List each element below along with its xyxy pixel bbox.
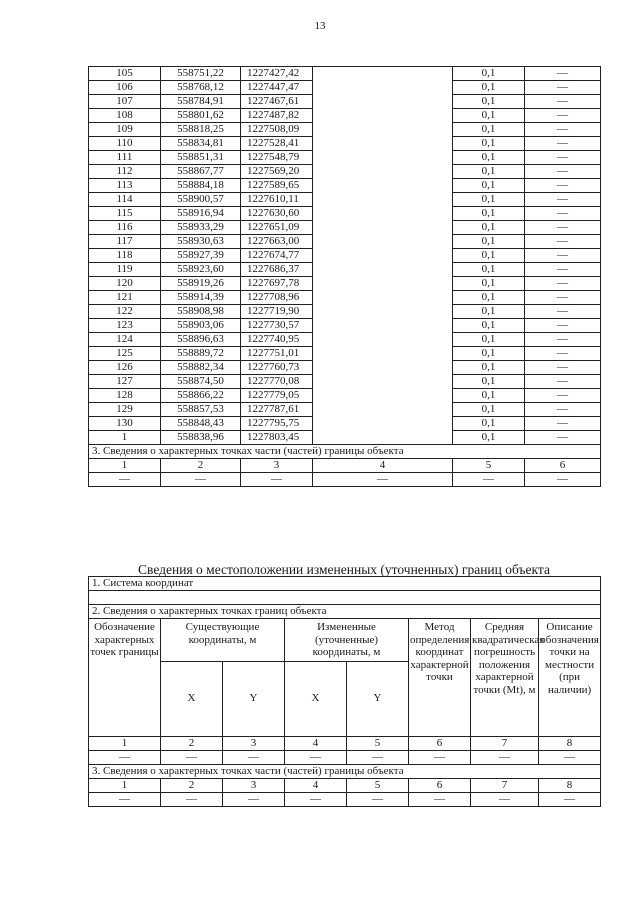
x-coordinate-cell: 558751,22 [161, 67, 241, 81]
x-coordinate-cell: 558884,18 [161, 179, 241, 193]
point-number-cell: 105 [89, 67, 161, 81]
accuracy-cell: 0,1 [453, 403, 525, 417]
table-row [89, 249, 601, 263]
description-cell: — [525, 81, 601, 95]
section2-title-row [89, 605, 601, 619]
dash-cell: — [453, 473, 525, 487]
header-designation: Обозначение характерных точек границы [89, 619, 161, 737]
x-coordinate-cell: 558838,96 [161, 431, 241, 445]
x-coordinate-cell: 558851,31 [161, 151, 241, 165]
column-number-cell: 4 [285, 736, 347, 750]
x-coordinate-cell: 558818,25 [161, 123, 241, 137]
description-cell: — [525, 235, 601, 249]
description-cell: — [525, 431, 601, 445]
dash-cell: — [539, 792, 601, 806]
x-coordinate-cell: 558914,39 [161, 291, 241, 305]
point-number-cell: 111 [89, 151, 161, 165]
header-row [89, 619, 601, 662]
column-number-cell: 6 [409, 778, 471, 792]
section3-numbers-row [89, 778, 601, 792]
table-row [89, 235, 601, 249]
column-number-cell: 4 [313, 459, 453, 473]
y-coordinate-cell: 1227779,05 [241, 389, 313, 403]
column-number-cell: 2 [161, 736, 223, 750]
header-changed: Измененные (уточненные) координаты, м [285, 619, 409, 662]
accuracy-cell: 0,1 [453, 333, 525, 347]
x-coordinate-cell: 558927,39 [161, 249, 241, 263]
x-coordinate-cell: 558834,81 [161, 137, 241, 151]
empty-cell [313, 431, 453, 445]
column-number-cell: 6 [409, 736, 471, 750]
accuracy-cell: 0,1 [453, 95, 525, 109]
point-number-cell: 120 [89, 277, 161, 291]
empty-cell [313, 67, 453, 81]
table-row [89, 151, 601, 165]
column-number-cell: 1 [89, 778, 161, 792]
empty-cell [313, 403, 453, 417]
point-number-cell: 113 [89, 179, 161, 193]
point-number-cell: 112 [89, 165, 161, 179]
empty-cell [313, 235, 453, 249]
empty-cell [313, 95, 453, 109]
y-coordinate-cell: 1227508,09 [241, 123, 313, 137]
section3-numbers-row [89, 459, 601, 473]
accuracy-cell: 0,1 [453, 193, 525, 207]
dash-cell: — [539, 750, 601, 764]
header-accuracy: Средняя квадратическая погрешность положения характерной точки (Mt), м [471, 619, 539, 737]
table-row [89, 347, 601, 361]
empty-cell [313, 389, 453, 403]
y-coordinate-cell: 1227708,96 [241, 291, 313, 305]
point-number-cell: 127 [89, 375, 161, 389]
dash-cell: — [161, 473, 241, 487]
section3-dash-row [89, 792, 601, 806]
point-number-cell: 107 [89, 95, 161, 109]
section3-title: 3. Сведения о характерных точках части (частей) границы объекта [89, 764, 601, 778]
empty-cell [313, 221, 453, 235]
y-coordinate-cell: 1227719,90 [241, 305, 313, 319]
description-cell: — [525, 375, 601, 389]
y-coordinate-cell: 1227651,09 [241, 221, 313, 235]
x-coordinate-cell: 558933,29 [161, 221, 241, 235]
dash-cell: — [525, 473, 601, 487]
description-cell: — [525, 109, 601, 123]
point-number-cell: 126 [89, 361, 161, 375]
dash-cell: — [471, 792, 539, 806]
empty-cell [313, 347, 453, 361]
dash-cell: — [161, 792, 223, 806]
empty-cell [313, 137, 453, 151]
point-number-cell: 1 [89, 431, 161, 445]
point-number-cell: 116 [89, 221, 161, 235]
description-cell: — [525, 389, 601, 403]
accuracy-cell: 0,1 [453, 291, 525, 305]
column-number-cell: 5 [347, 778, 409, 792]
accuracy-cell: 0,1 [453, 151, 525, 165]
coordinates-table [88, 66, 601, 487]
accuracy-cell: 0,1 [453, 207, 525, 221]
dash-cell: — [409, 750, 471, 764]
accuracy-cell: 0,1 [453, 249, 525, 263]
description-cell: — [525, 207, 601, 221]
y-coordinate-cell: 1227610,11 [241, 193, 313, 207]
table-row [89, 375, 601, 389]
header-method: Метод определения координат характерной точки [409, 619, 471, 737]
empty-cell [313, 319, 453, 333]
header-existing-y: Y [223, 661, 285, 736]
description-cell: — [525, 249, 601, 263]
table-row [89, 263, 601, 277]
y-coordinate-cell: 1227467,61 [241, 95, 313, 109]
y-coordinate-cell: 1227686,37 [241, 263, 313, 277]
dash-row [89, 750, 601, 764]
accuracy-cell: 0,1 [453, 417, 525, 431]
x-coordinate-cell: 558848,43 [161, 417, 241, 431]
accuracy-cell: 0,1 [453, 81, 525, 95]
accuracy-cell: 0,1 [453, 123, 525, 137]
section-title: Сведения о местоположении измененных (уточненных) границ объекта [138, 562, 550, 577]
y-coordinate-cell: 1227487,82 [241, 109, 313, 123]
header-changed-x: X [285, 661, 347, 736]
accuracy-cell: 0,1 [453, 137, 525, 151]
accuracy-cell: 0,1 [453, 305, 525, 319]
description-cell: — [525, 123, 601, 137]
x-coordinate-cell: 558896,63 [161, 333, 241, 347]
table-row [89, 305, 601, 319]
accuracy-cell: 0,1 [453, 347, 525, 361]
description-cell: — [525, 277, 601, 291]
accuracy-cell: 0,1 [453, 361, 525, 375]
empty-cell [313, 417, 453, 431]
x-coordinate-cell: 558857,53 [161, 403, 241, 417]
page-number: 13 [314, 20, 326, 32]
y-coordinate-cell: 1227760,73 [241, 361, 313, 375]
x-coordinate-cell: 558866,22 [161, 389, 241, 403]
y-coordinate-cell: 1227528,41 [241, 137, 313, 151]
dash-cell: — [285, 750, 347, 764]
column-number-cell: 4 [285, 778, 347, 792]
header-description: Описание обозначения точки на местности (при наличии) [539, 619, 601, 737]
description-cell: — [525, 165, 601, 179]
description-cell: — [525, 137, 601, 151]
empty-cell [313, 81, 453, 95]
empty-cell [313, 305, 453, 319]
dash-cell: — [241, 473, 313, 487]
y-coordinate-cell: 1227787,61 [241, 403, 313, 417]
point-number-cell: 124 [89, 333, 161, 347]
description-cell: — [525, 361, 601, 375]
y-coordinate-cell: 1227427,42 [241, 67, 313, 81]
dash-cell: — [347, 792, 409, 806]
point-number-cell: 122 [89, 305, 161, 319]
table-row [89, 277, 601, 291]
x-coordinate-cell: 558908,98 [161, 305, 241, 319]
accuracy-cell: 0,1 [453, 263, 525, 277]
point-number-cell: 108 [89, 109, 161, 123]
table-row [89, 179, 601, 193]
point-number-cell: 121 [89, 291, 161, 305]
column-number-cell: 3 [241, 459, 313, 473]
empty-cell [313, 207, 453, 221]
point-number-cell: 117 [89, 235, 161, 249]
column-number-cell: 8 [539, 736, 601, 750]
y-coordinate-cell: 1227663,00 [241, 235, 313, 249]
table-row [89, 333, 601, 347]
accuracy-cell: 0,1 [453, 165, 525, 179]
column-number-cell: 6 [525, 459, 601, 473]
y-coordinate-cell: 1227740,95 [241, 333, 313, 347]
accuracy-cell: 0,1 [453, 431, 525, 445]
column-number-cell: 7 [471, 778, 539, 792]
description-cell: — [525, 403, 601, 417]
point-number-cell: 110 [89, 137, 161, 151]
point-number-cell: 130 [89, 417, 161, 431]
y-coordinate-cell: 1227447,47 [241, 81, 313, 95]
x-coordinate-cell: 558882,34 [161, 361, 241, 375]
empty-cell [313, 151, 453, 165]
table-row [89, 123, 601, 137]
dash-cell: — [89, 473, 161, 487]
section2-title: 2. Сведения о характерных точках границ объекта [89, 605, 601, 619]
y-coordinate-cell: 1227697,78 [241, 277, 313, 291]
accuracy-cell: 0,1 [453, 67, 525, 81]
x-coordinate-cell: 558930,63 [161, 235, 241, 249]
description-cell: — [525, 193, 601, 207]
dash-cell: — [285, 792, 347, 806]
column-numbers-row [89, 736, 601, 750]
description-cell: — [525, 305, 601, 319]
point-number-cell: 106 [89, 81, 161, 95]
point-number-cell: 125 [89, 347, 161, 361]
coordinate-system-row [89, 577, 601, 591]
point-number-cell: 114 [89, 193, 161, 207]
description-cell: — [525, 67, 601, 81]
table-row [89, 319, 601, 333]
x-coordinate-cell: 558801,62 [161, 109, 241, 123]
section3-title-row [89, 445, 601, 459]
coordinate-system-label: 1. Система координат [89, 577, 601, 591]
point-number-cell: 109 [89, 123, 161, 137]
y-coordinate-cell: 1227548,79 [241, 151, 313, 165]
column-number-cell: 8 [539, 778, 601, 792]
dash-cell: — [471, 750, 539, 764]
dash-cell: — [223, 792, 285, 806]
description-cell: — [525, 151, 601, 165]
table-row [89, 431, 601, 445]
y-coordinate-cell: 1227589,65 [241, 179, 313, 193]
description-cell: — [525, 417, 601, 431]
table-row [89, 109, 601, 123]
empty-cell [313, 291, 453, 305]
point-number-cell: 119 [89, 263, 161, 277]
y-coordinate-cell: 1227803,45 [241, 431, 313, 445]
table-row [89, 193, 601, 207]
header-existing-x: X [161, 661, 223, 736]
table-row [89, 165, 601, 179]
empty-cell [313, 361, 453, 375]
x-coordinate-cell: 558900,57 [161, 193, 241, 207]
y-coordinate-cell: 1227770,08 [241, 375, 313, 389]
x-coordinate-cell: 558889,72 [161, 347, 241, 361]
empty-cell [313, 277, 453, 291]
column-number-cell: 5 [453, 459, 525, 473]
y-coordinate-cell: 1227630,60 [241, 207, 313, 221]
description-cell: — [525, 221, 601, 235]
table-row [89, 67, 601, 81]
dash-cell: — [223, 750, 285, 764]
description-cell: — [525, 95, 601, 109]
table-row [89, 207, 601, 221]
table-row [89, 221, 601, 235]
x-coordinate-cell: 558768,12 [161, 81, 241, 95]
empty-cell [313, 165, 453, 179]
table-row [89, 361, 601, 375]
y-coordinate-cell: 1227569,20 [241, 165, 313, 179]
column-number-cell: 5 [347, 736, 409, 750]
accuracy-cell: 0,1 [453, 235, 525, 249]
accuracy-cell: 0,1 [453, 319, 525, 333]
point-number-cell: 115 [89, 207, 161, 221]
header-existing: Существующие координаты, м [161, 619, 285, 662]
description-cell: — [525, 291, 601, 305]
table-row [89, 95, 601, 109]
description-cell: — [525, 179, 601, 193]
y-coordinate-cell: 1227730,57 [241, 319, 313, 333]
description-cell: — [525, 319, 601, 333]
x-coordinate-cell: 558784,91 [161, 95, 241, 109]
empty-cell [313, 333, 453, 347]
accuracy-cell: 0,1 [453, 221, 525, 235]
accuracy-cell: 0,1 [453, 109, 525, 123]
table-row [89, 291, 601, 305]
empty-cell [313, 109, 453, 123]
empty-cell [313, 249, 453, 263]
column-number-cell: 3 [223, 778, 285, 792]
changed-boundaries-table [88, 576, 601, 807]
table-row [89, 389, 601, 403]
x-coordinate-cell: 558874,50 [161, 375, 241, 389]
x-coordinate-cell: 558923,60 [161, 263, 241, 277]
x-coordinate-cell: 558867,77 [161, 165, 241, 179]
accuracy-cell: 0,1 [453, 179, 525, 193]
table-row [89, 81, 601, 95]
y-coordinate-cell: 1227674,77 [241, 249, 313, 263]
y-coordinate-cell: 1227751,01 [241, 347, 313, 361]
empty-cell [313, 263, 453, 277]
blank-row [89, 591, 601, 605]
x-coordinate-cell: 558916,94 [161, 207, 241, 221]
table-row [89, 137, 601, 151]
empty-cell [313, 123, 453, 137]
header-changed-y: Y [347, 661, 409, 736]
point-number-cell: 129 [89, 403, 161, 417]
column-number-cell: 3 [223, 736, 285, 750]
dash-cell: — [409, 792, 471, 806]
section3-title: 3. Сведения о характерных точках части (частей) границы объекта [89, 445, 601, 459]
point-number-cell: 123 [89, 319, 161, 333]
column-number-cell: 1 [89, 459, 161, 473]
y-coordinate-cell: 1227795,75 [241, 417, 313, 431]
section3-dash-row [89, 473, 601, 487]
table-row [89, 403, 601, 417]
dash-cell: — [89, 792, 161, 806]
empty-cell [313, 179, 453, 193]
description-cell: — [525, 333, 601, 347]
section3-title-row [89, 764, 601, 778]
table-row [89, 417, 601, 431]
point-number-cell: 128 [89, 389, 161, 403]
x-coordinate-cell: 558919,26 [161, 277, 241, 291]
empty-cell [313, 375, 453, 389]
column-number-cell: 2 [161, 459, 241, 473]
column-number-cell: 2 [161, 778, 223, 792]
column-number-cell: 7 [471, 736, 539, 750]
accuracy-cell: 0,1 [453, 277, 525, 291]
dash-cell: — [89, 750, 161, 764]
x-coordinate-cell: 558903,06 [161, 319, 241, 333]
accuracy-cell: 0,1 [453, 375, 525, 389]
point-number-cell: 118 [89, 249, 161, 263]
accuracy-cell: 0,1 [453, 389, 525, 403]
empty-cell [313, 193, 453, 207]
description-cell: — [525, 347, 601, 361]
column-number-cell: 1 [89, 736, 161, 750]
dash-cell: — [347, 750, 409, 764]
description-cell: — [525, 263, 601, 277]
dash-cell: — [161, 750, 223, 764]
dash-cell: — [313, 473, 453, 487]
